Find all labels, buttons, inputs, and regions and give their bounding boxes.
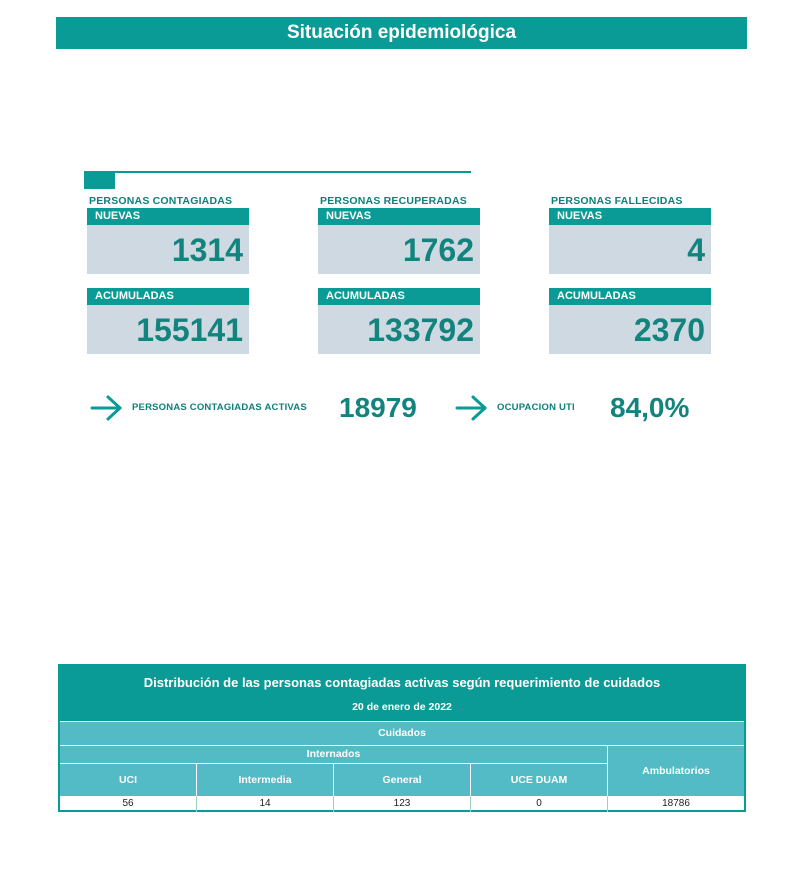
column-header-uci: UCI: [60, 763, 197, 796]
card-value: 155141: [87, 305, 249, 354]
cell-ambulatorios: 18786: [662, 798, 690, 809]
group-title-fallecidas: PERSONAS FALLECIDAS: [551, 195, 683, 207]
card-value: 1314: [87, 225, 249, 274]
table-header: [60, 666, 744, 721]
table-date: 20 de enero de 2022: [352, 701, 452, 713]
card-recuperadas-nuevas: [318, 208, 480, 274]
cell-uci: 56: [60, 796, 197, 812]
cuidados-header: Cuidados: [60, 721, 744, 745]
accent-line: [84, 171, 471, 173]
card-label: NUEVAS: [549, 208, 711, 225]
table-row: [60, 796, 744, 812]
card-label: NUEVAS: [87, 208, 249, 225]
column-header-uce-duam: UCE DUAM: [471, 763, 608, 796]
uti-occupancy-value: 84,0%: [610, 392, 690, 423]
card-label: NUEVAS: [318, 208, 480, 225]
card-contagiadas-acumuladas: [87, 288, 249, 354]
card-label: ACUMULADAS: [549, 288, 711, 305]
column-header-general: General: [334, 763, 471, 796]
arrow-right-icon: [455, 394, 489, 422]
cell-uce-duam: 0: [471, 796, 608, 812]
active-cases-value: 18979: [339, 392, 417, 423]
card-recuperadas-acumuladas: [318, 288, 480, 354]
card-fallecidas-nuevas: [549, 208, 711, 274]
card-value: 1762: [318, 225, 480, 274]
table-title: Distribución de las personas contagiadas activas según requerimiento de cuidados: [143, 675, 661, 690]
card-value: 2370: [549, 305, 711, 354]
card-contagiadas-nuevas: [87, 208, 249, 274]
cell-intermedia: 14: [197, 796, 334, 812]
card-value: 133792: [318, 305, 480, 354]
page-title: Situación epidemiológica: [286, 22, 517, 43]
column-header-ambulatorios: Ambulatorios: [608, 745, 744, 796]
page-title-banner: [56, 17, 747, 49]
card-value: 4: [549, 225, 711, 274]
card-label: ACUMULADAS: [87, 288, 249, 305]
group-title-contagiadas: PERSONAS CONTAGIADAS: [89, 195, 233, 207]
card-fallecidas-acumuladas: [549, 288, 711, 354]
active-cases-label: PERSONAS CONTAGIADAS ACTIVAS: [132, 402, 307, 413]
column-header-intermedia: Intermedia: [197, 763, 334, 796]
accent-block: [84, 173, 115, 189]
arrow-right-icon: [90, 394, 124, 422]
care-distribution-table: [58, 664, 746, 812]
card-label: ACUMULADAS: [318, 288, 480, 305]
cell-general: 123: [334, 796, 471, 812]
group-title-recuperadas: PERSONAS RECUPERADAS: [320, 195, 467, 207]
internados-header: Internados: [60, 745, 608, 763]
uti-occupancy-label: OCUPACION UTI: [497, 402, 575, 413]
